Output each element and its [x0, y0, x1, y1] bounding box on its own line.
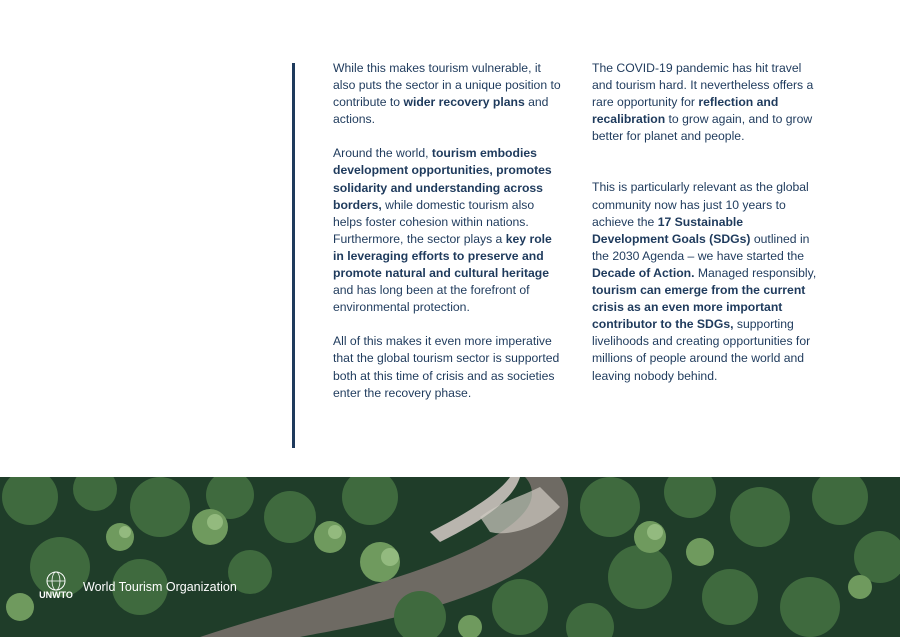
- right-text-column: [592, 60, 822, 385]
- left-text-column: [333, 60, 565, 402]
- left-paragraph-1: While this makes tourism vulnerable, it also puts the sector in a unique position to contribute to wider recovery plans and actions.: [333, 61, 561, 127]
- right-paragraph-1: The COVID-19 pandemic has hit travel and tourism hard. It nevertheless offers a rare opportunity for reflection and recalibration to grow again, and to grow better for planet and people.: [592, 61, 814, 144]
- left-paragraph-2: Around the world, tourism embodies development opportunities, promotes solidarity and understanding across borders, while domestic tourism also helps foster cohesion within nations. Furthermore, the sector plays a key role in leveraging efforts to preserve and promote natural and cultural heritage and has long been at the forefront of environmental protection.: [333, 146, 552, 315]
- forest-aerial-photo: [0, 477, 900, 637]
- unwto-globe-icon: [38, 570, 74, 600]
- forest-illustration: [0, 477, 900, 637]
- unwto-logo-text: UNWTO: [39, 590, 73, 600]
- left-paragraph-3: All of this makes it even more imperative that the global tourism sector is supported both at this time of crisis and as societies enter the recovery phase.: [333, 334, 560, 400]
- right-paragraph-2: This is particularly relevant as the global community now has just 10 years to achieve the 17 Sustainable Development Goals (SDGs) outlined in the 2030 Agenda – we have started the Decade of Action. Managed responsibly, tourism can emerge from the current crisis as an even more important contributor to the SDGs, supporting livelihoods and creating opportunities for millions of people around the world and leaving nobody behind.: [592, 180, 817, 383]
- organization-name: World Tourism Organization: [83, 580, 237, 594]
- vertical-accent-rule: [292, 63, 295, 448]
